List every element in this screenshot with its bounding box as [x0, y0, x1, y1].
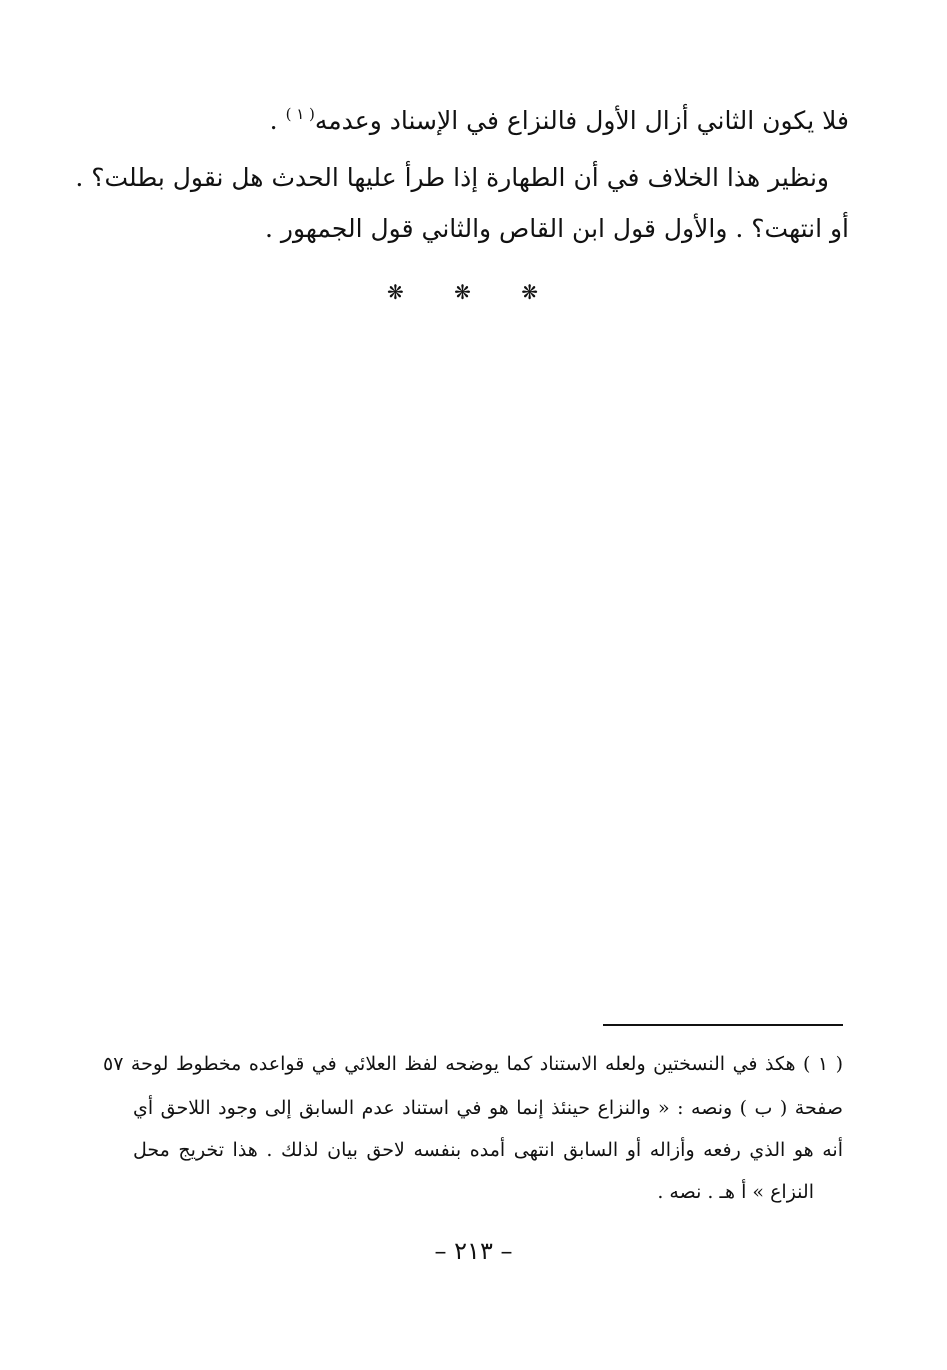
paragraph-2-line-2: أو انتهت؟ . والأول قول ابن القاص والثاني قول الجمهور .	[265, 214, 849, 243]
section-divider-stars: ❋ ❋ ❋	[387, 280, 560, 304]
paragraph-1-end: .	[269, 106, 286, 135]
page-number: – ٢١٣ –	[434, 1237, 513, 1265]
footnote-line-4: النزاع » أ هـ . نصه .	[657, 1181, 814, 1203]
paragraph-1	[89, 97, 849, 138]
footnote-line-2: صفحة ( ب ) ونصه : « والنزاع حينئذ إنما هو في استناد عدم السابق إلى وجود اللاحق أي	[133, 1097, 843, 1119]
footnote-reference: ( ١ )	[285, 105, 315, 123]
paragraph-2-line-1: ونظير هذا الخلاف في أن الطهارة إذا طرأ عليها الحدث هل نقول بطلت؟ .	[75, 163, 829, 192]
footnote-line-1: ( ١ ) هكذ في النسختين ولعله الاستناد كما يوضحه لفظ العلائي في قواعده مخطوط لوحة ٥٧	[103, 1053, 843, 1075]
footnote-line-3: أنه هو الذي رفعه وأزاله أو السابق انتهى أمده بنفسه لاحق بيان لذلك . هذا تخريج محل	[133, 1139, 843, 1161]
paragraph-1-text: فلا يكون الثاني أزال الأول فالنزاع في الإسناد وعدمه	[314, 106, 849, 135]
footnote-separator	[603, 1024, 843, 1026]
